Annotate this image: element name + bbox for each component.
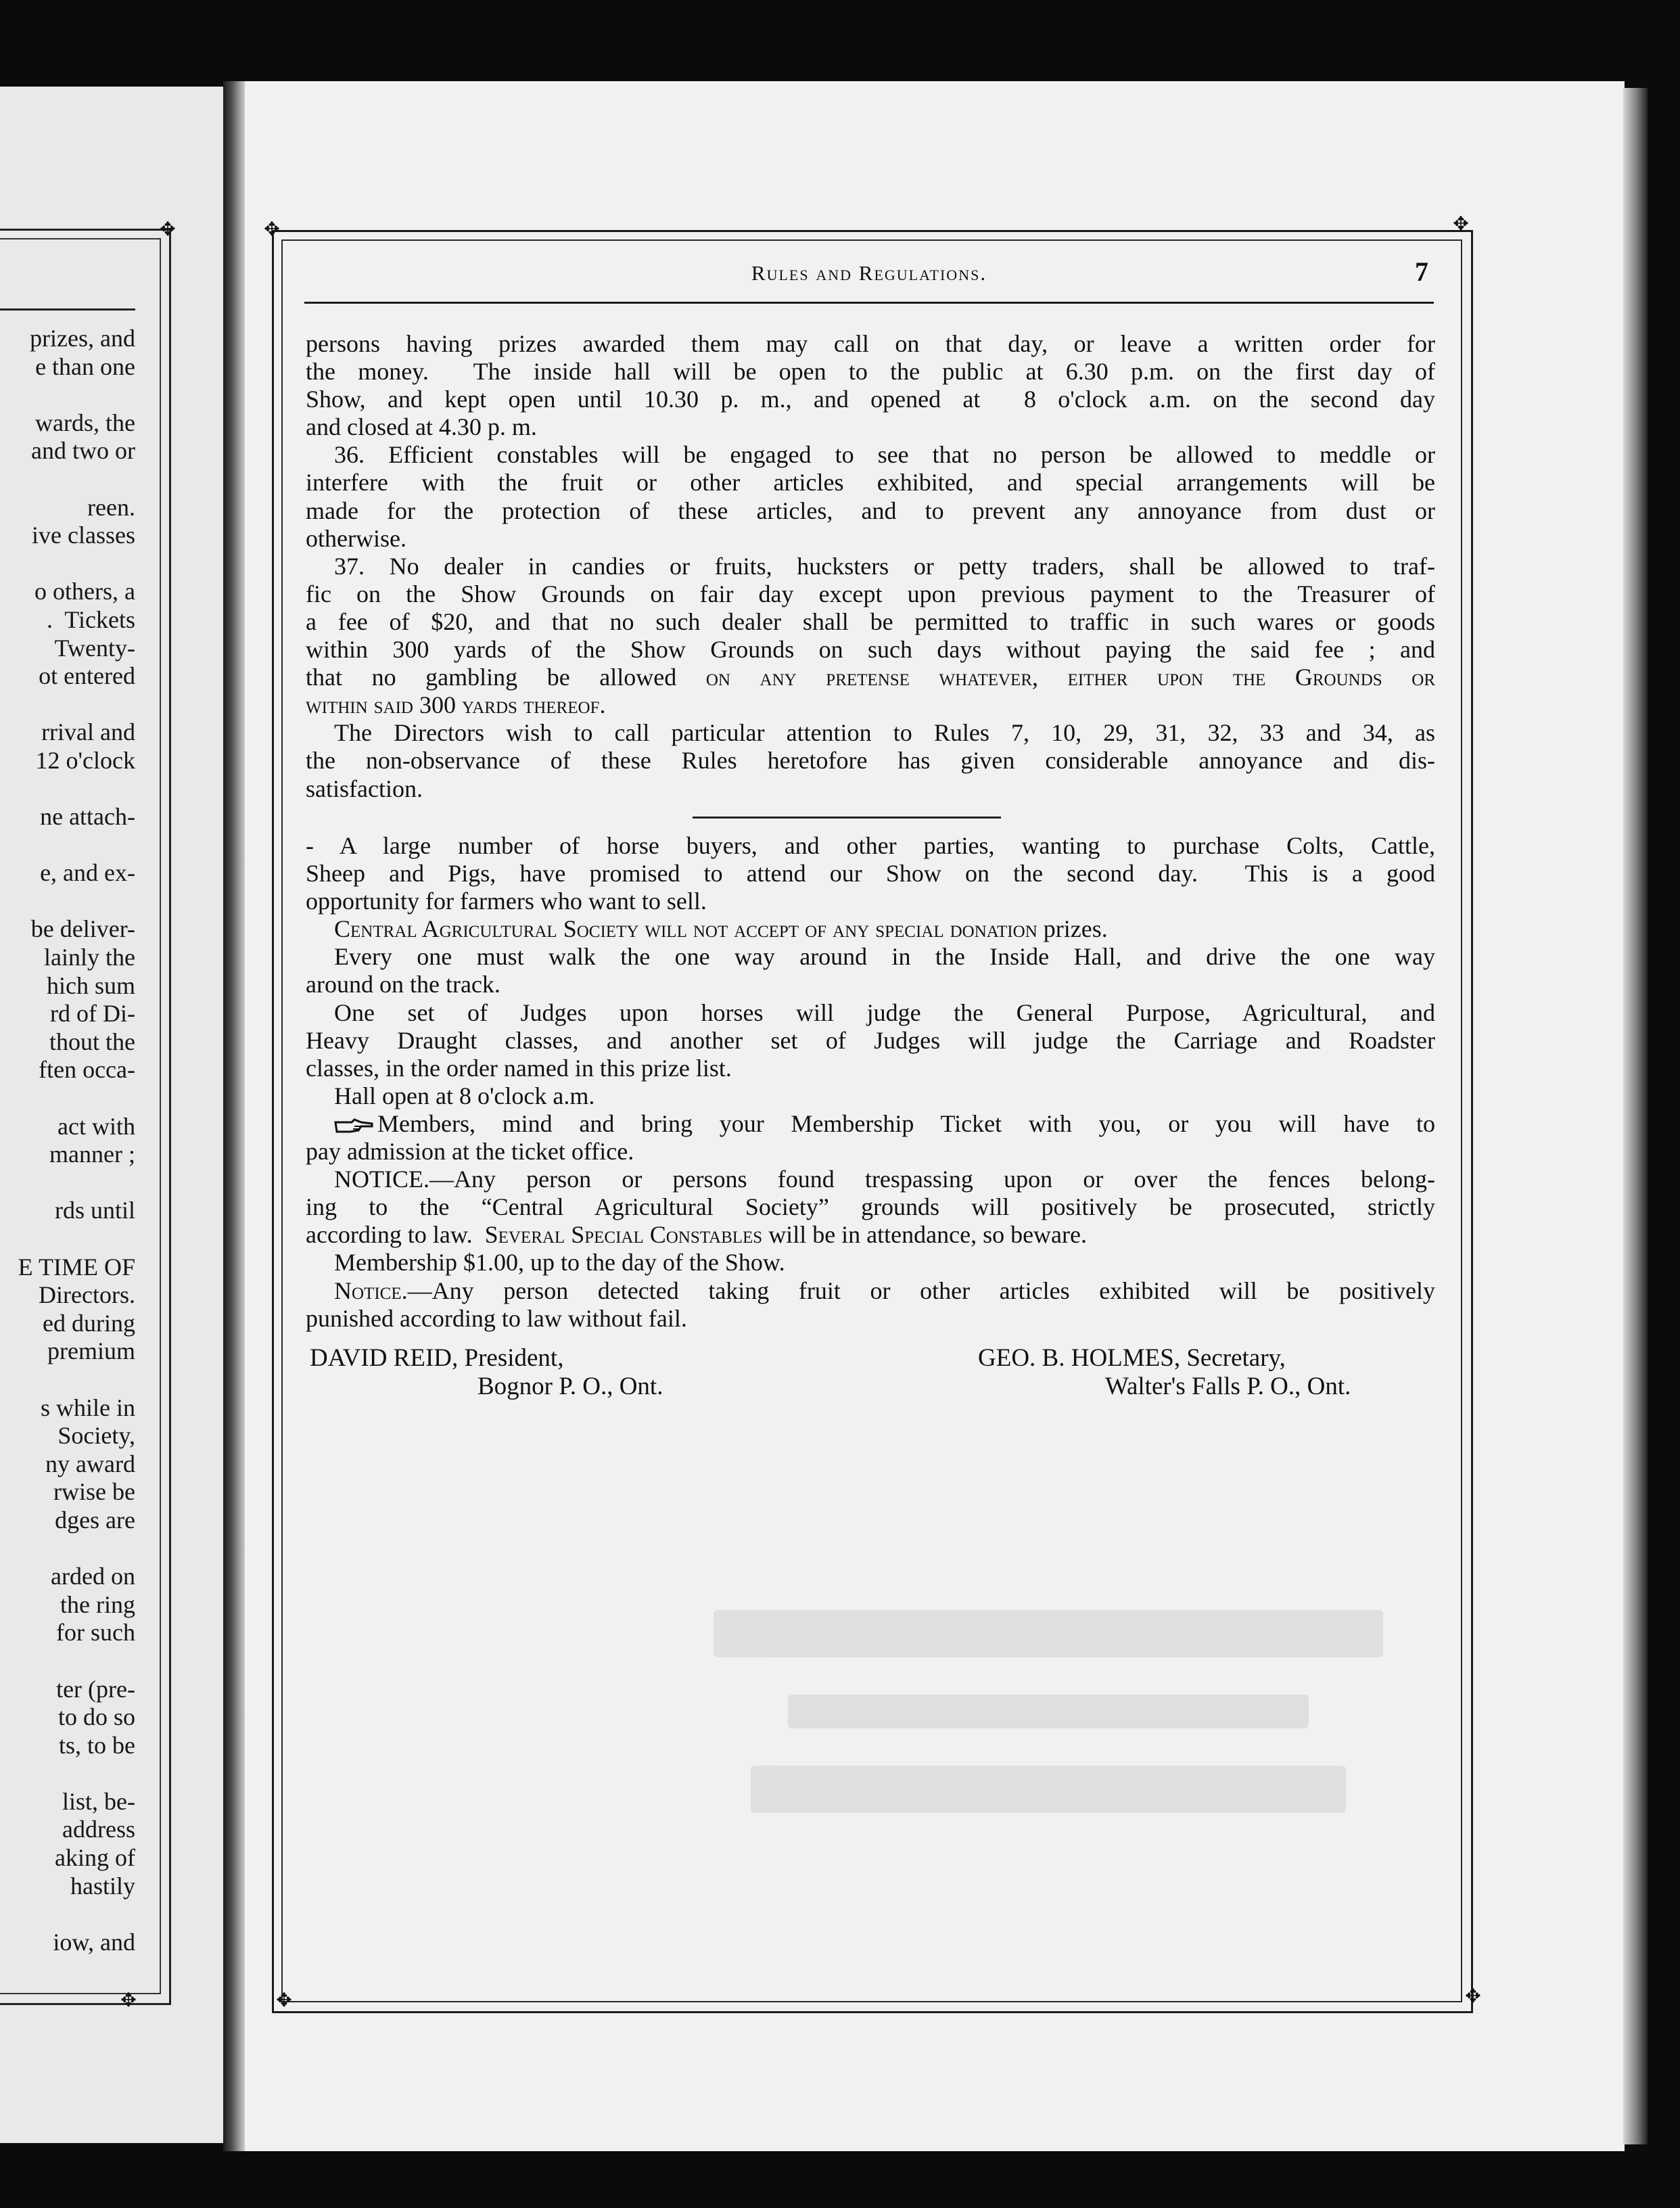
horse-buyers-notice: - A large number of horse buyers, and other parties, wanting to purchase Colts, Cattle,	[306, 832, 1435, 859]
left-page-line: ot entered	[39, 662, 135, 690]
header-rule	[304, 302, 1434, 304]
left-page-line: rwise be	[53, 1478, 135, 1506]
text-span: —Any person detected taking fruit or other articles exhibited will be positively	[407, 1276, 1435, 1304]
small-caps-span: Notice.	[334, 1276, 408, 1304]
text-line: interfere with the fruit or other articles exhibited, and special arrangements will be	[306, 469, 1435, 497]
left-page-line	[18, 550, 135, 578]
text-span: according to law.	[306, 1221, 485, 1249]
membership-fee: Membership $1.00, up to the day of the Show.	[334, 1249, 785, 1276]
rules-text	[306, 330, 1435, 803]
left-page-line: ed during	[43, 1309, 135, 1337]
page-edge-shadow	[1623, 88, 1648, 2144]
notices-text	[306, 832, 1435, 1333]
text-span: will be in attendance, so beware.	[762, 1221, 1087, 1249]
secretary-signature: GEO. B. HOLMES, Secretary,	[978, 1344, 1286, 1372]
left-page-line: wards, the	[35, 409, 135, 436]
left-page-line: o others, a	[34, 578, 135, 605]
donation-notice	[306, 915, 1435, 943]
text-line: Show, and kept open until 10.30 p. m., and opened at 8 o'clock a.m. on the second day	[306, 386, 1435, 413]
left-page-line	[18, 1225, 135, 1254]
page-title: Rules and Regulations.	[751, 261, 987, 285]
text-line: Sheep and Pigs, have promised to attend our Show on the second day. This is a good	[306, 860, 1435, 888]
text-line: within 300 yards of the Show Grounds on such days without paying the said fee ; and	[306, 636, 1435, 664]
text-line: and closed at 4.30 p. m.	[306, 413, 537, 441]
left-page-line	[18, 1760, 135, 1788]
cross-ornament-icon: ✥	[276, 1990, 292, 2011]
left-page-line: to do so	[57, 1703, 135, 1731]
left-page-line: iow, and	[53, 1928, 135, 1956]
left-page-line: for such	[56, 1619, 135, 1647]
left-page-line	[18, 465, 135, 494]
cross-ornament-icon: ✥	[1465, 1986, 1481, 2007]
left-page-line: lainly the	[44, 944, 135, 971]
left-page-line: ive classes	[32, 522, 135, 549]
left-page-text	[18, 325, 135, 1956]
book-gutter	[223, 81, 246, 2151]
running-head	[304, 256, 1434, 290]
small-caps-span: Central Agricultural Society will not accept of any special donation	[334, 915, 1037, 943]
text-span: that no gambling be allowed	[306, 664, 706, 691]
left-page-line: s while in	[41, 1394, 135, 1421]
text-span: prizes.	[1037, 915, 1108, 943]
left-page-line: ts, to be	[59, 1731, 135, 1759]
left-page-line	[18, 1366, 135, 1394]
membership-ticket-notice	[306, 1110, 1435, 1138]
one-way-notice: Every one must walk the one way around in the Inside Hall, and drive the one way	[334, 943, 1435, 971]
left-page-line: ter (pre-	[56, 1675, 135, 1703]
left-page-line: Twenty-	[54, 634, 135, 662]
left-page-line: hastily	[70, 1872, 135, 1900]
left-facing-page	[0, 87, 229, 2143]
left-page-line: Directors.	[39, 1281, 135, 1309]
left-page-line: and two or	[31, 437, 135, 465]
left-page-line	[18, 1647, 135, 1676]
rule-36: 36. Efficient constables will be engaged to see that no person be allowed to meddle or	[334, 441, 1435, 469]
text-line: ing to the “Central Agricultural Society” grounds will positively be prosecuted, strictly	[306, 1193, 1435, 1221]
left-page-line	[18, 1084, 135, 1113]
left-page-line	[18, 381, 135, 409]
left-page-line	[18, 691, 135, 719]
left-page-line	[18, 775, 135, 804]
text-line	[306, 691, 1435, 719]
left-page-line: reen.	[87, 493, 135, 521]
left-page-line: ne attach-	[40, 803, 135, 831]
left-page-line: the ring	[60, 1590, 135, 1618]
text-line: otherwise.	[306, 524, 406, 552]
left-page-line: rd of Di-	[50, 1000, 135, 1028]
directors-note: The Directors wish to call particular attention to Rules 7, 10, 29, 31, 32, 33 and 34, as	[334, 719, 1435, 747]
text-line: punished according to law without fail.	[306, 1304, 687, 1332]
left-page-line: E TIME OF	[18, 1253, 135, 1281]
left-page-line: 12 o'clock	[35, 746, 135, 774]
text-span: Members, mind and bring your Membership Ticket with you, or you will have to	[377, 1109, 1435, 1137]
judges-notice: One set of Judges upon horses will judge the General Purpose, Agricultural, and	[334, 998, 1435, 1026]
rule-37: 37. No dealer in candies or fruits, hucksters or petty traders, shall be allowed to traf-	[334, 552, 1435, 580]
left-page-line: e, and ex-	[40, 859, 135, 887]
left-page-line	[18, 831, 135, 860]
text-line: made for the protection of these articles, and to prevent any annoyance from dust or	[306, 497, 1435, 524]
left-page-line: dges are	[55, 1506, 135, 1534]
text-line	[306, 664, 1435, 691]
text-span: 300	[419, 691, 456, 719]
left-page-line: ny award	[45, 1450, 135, 1477]
left-page-line: Society,	[57, 1422, 135, 1450]
small-caps-span: Several Special Constables	[484, 1221, 763, 1249]
cross-ornament-icon: ✥	[264, 219, 280, 240]
section-divider	[693, 816, 1001, 819]
text-line: classes, in the order named in this prize list.	[306, 1054, 732, 1082]
left-page-line: premium	[47, 1337, 135, 1365]
left-page-line: ften occa-	[39, 1056, 135, 1084]
left-page-line: arded on	[51, 1563, 135, 1590]
left-page-line: prizes, and	[30, 325, 135, 352]
left-page-line: thout the	[49, 1028, 135, 1055]
left-page-line: act with	[57, 1112, 135, 1140]
left-page-line: manner ;	[49, 1141, 135, 1168]
cross-ornament-icon: ✥	[160, 219, 176, 240]
left-page-line: . Tickets	[46, 605, 135, 633]
theft-notice	[306, 1277, 1435, 1305]
hall-hours: Hall open at 8 o'clock a.m.	[334, 1082, 595, 1109]
left-page-line	[18, 1535, 135, 1563]
text-line	[306, 1221, 1435, 1249]
small-caps-span: yards thereof.	[455, 691, 606, 719]
left-page-line: e than one	[35, 352, 135, 380]
left-page-head-rule	[0, 308, 135, 310]
left-page-line: be deliver-	[30, 915, 135, 943]
text-line: Heavy Draught classes, and another set of Judges will judge the Carriage and Roadster	[306, 1026, 1435, 1054]
left-page-line	[18, 1900, 135, 1929]
cross-ornament-icon: ✥	[1453, 214, 1469, 235]
text-line: satisfaction.	[306, 775, 423, 802]
page-number: 7	[1415, 256, 1428, 287]
secretary-address: Walter's Falls P. O., Ont.	[1105, 1373, 1351, 1400]
left-page-line: rrival and	[41, 718, 135, 746]
left-page-line	[18, 888, 135, 916]
small-caps-span: within said	[306, 691, 419, 719]
president-address: Bognor P. O., Ont.	[477, 1373, 663, 1400]
cross-ornament-icon: ✥	[120, 1990, 137, 2011]
trespass-notice: NOTICE.—Any person or persons found trespassing upon or over the fences belong-	[334, 1166, 1435, 1193]
left-page-line: aking of	[55, 1844, 135, 1872]
small-caps-span: on any pretense whatever, either upon the Grounds or	[705, 664, 1435, 691]
left-page-line: list, be-	[62, 1787, 135, 1815]
left-page-line: address	[62, 1816, 135, 1843]
text-line: the non-observance of these Rules heretofore has given considerable annoyance and dis-	[306, 747, 1435, 775]
text-line: fic on the Show Grounds on fair day except upon previous payment to the Treasurer of	[306, 580, 1435, 607]
left-page-line: rds until	[54, 1197, 135, 1224]
text-line: pay admission at the ticket office.	[306, 1138, 634, 1166]
pointing-hand-icon	[334, 1118, 373, 1134]
left-page-line	[18, 1169, 135, 1197]
text-line: opportunity for farmers who want to sell.	[306, 888, 707, 915]
text-line: persons having prizes awarded them may call on that day, or leave a written order for	[306, 330, 1435, 357]
text-line: the money. The inside hall will be open to the public at 6.30 p.m. on the first day of	[306, 358, 1435, 386]
left-page-line: hich sum	[47, 971, 135, 999]
president-signature: DAVID REID, President,	[310, 1344, 564, 1372]
show-through-bleed	[676, 1610, 1420, 1935]
text-line: around on the track.	[306, 971, 500, 998]
text-line: a fee of $20, and that no such dealer shall be permitted to traffic in such wares or goods	[306, 607, 1435, 635]
